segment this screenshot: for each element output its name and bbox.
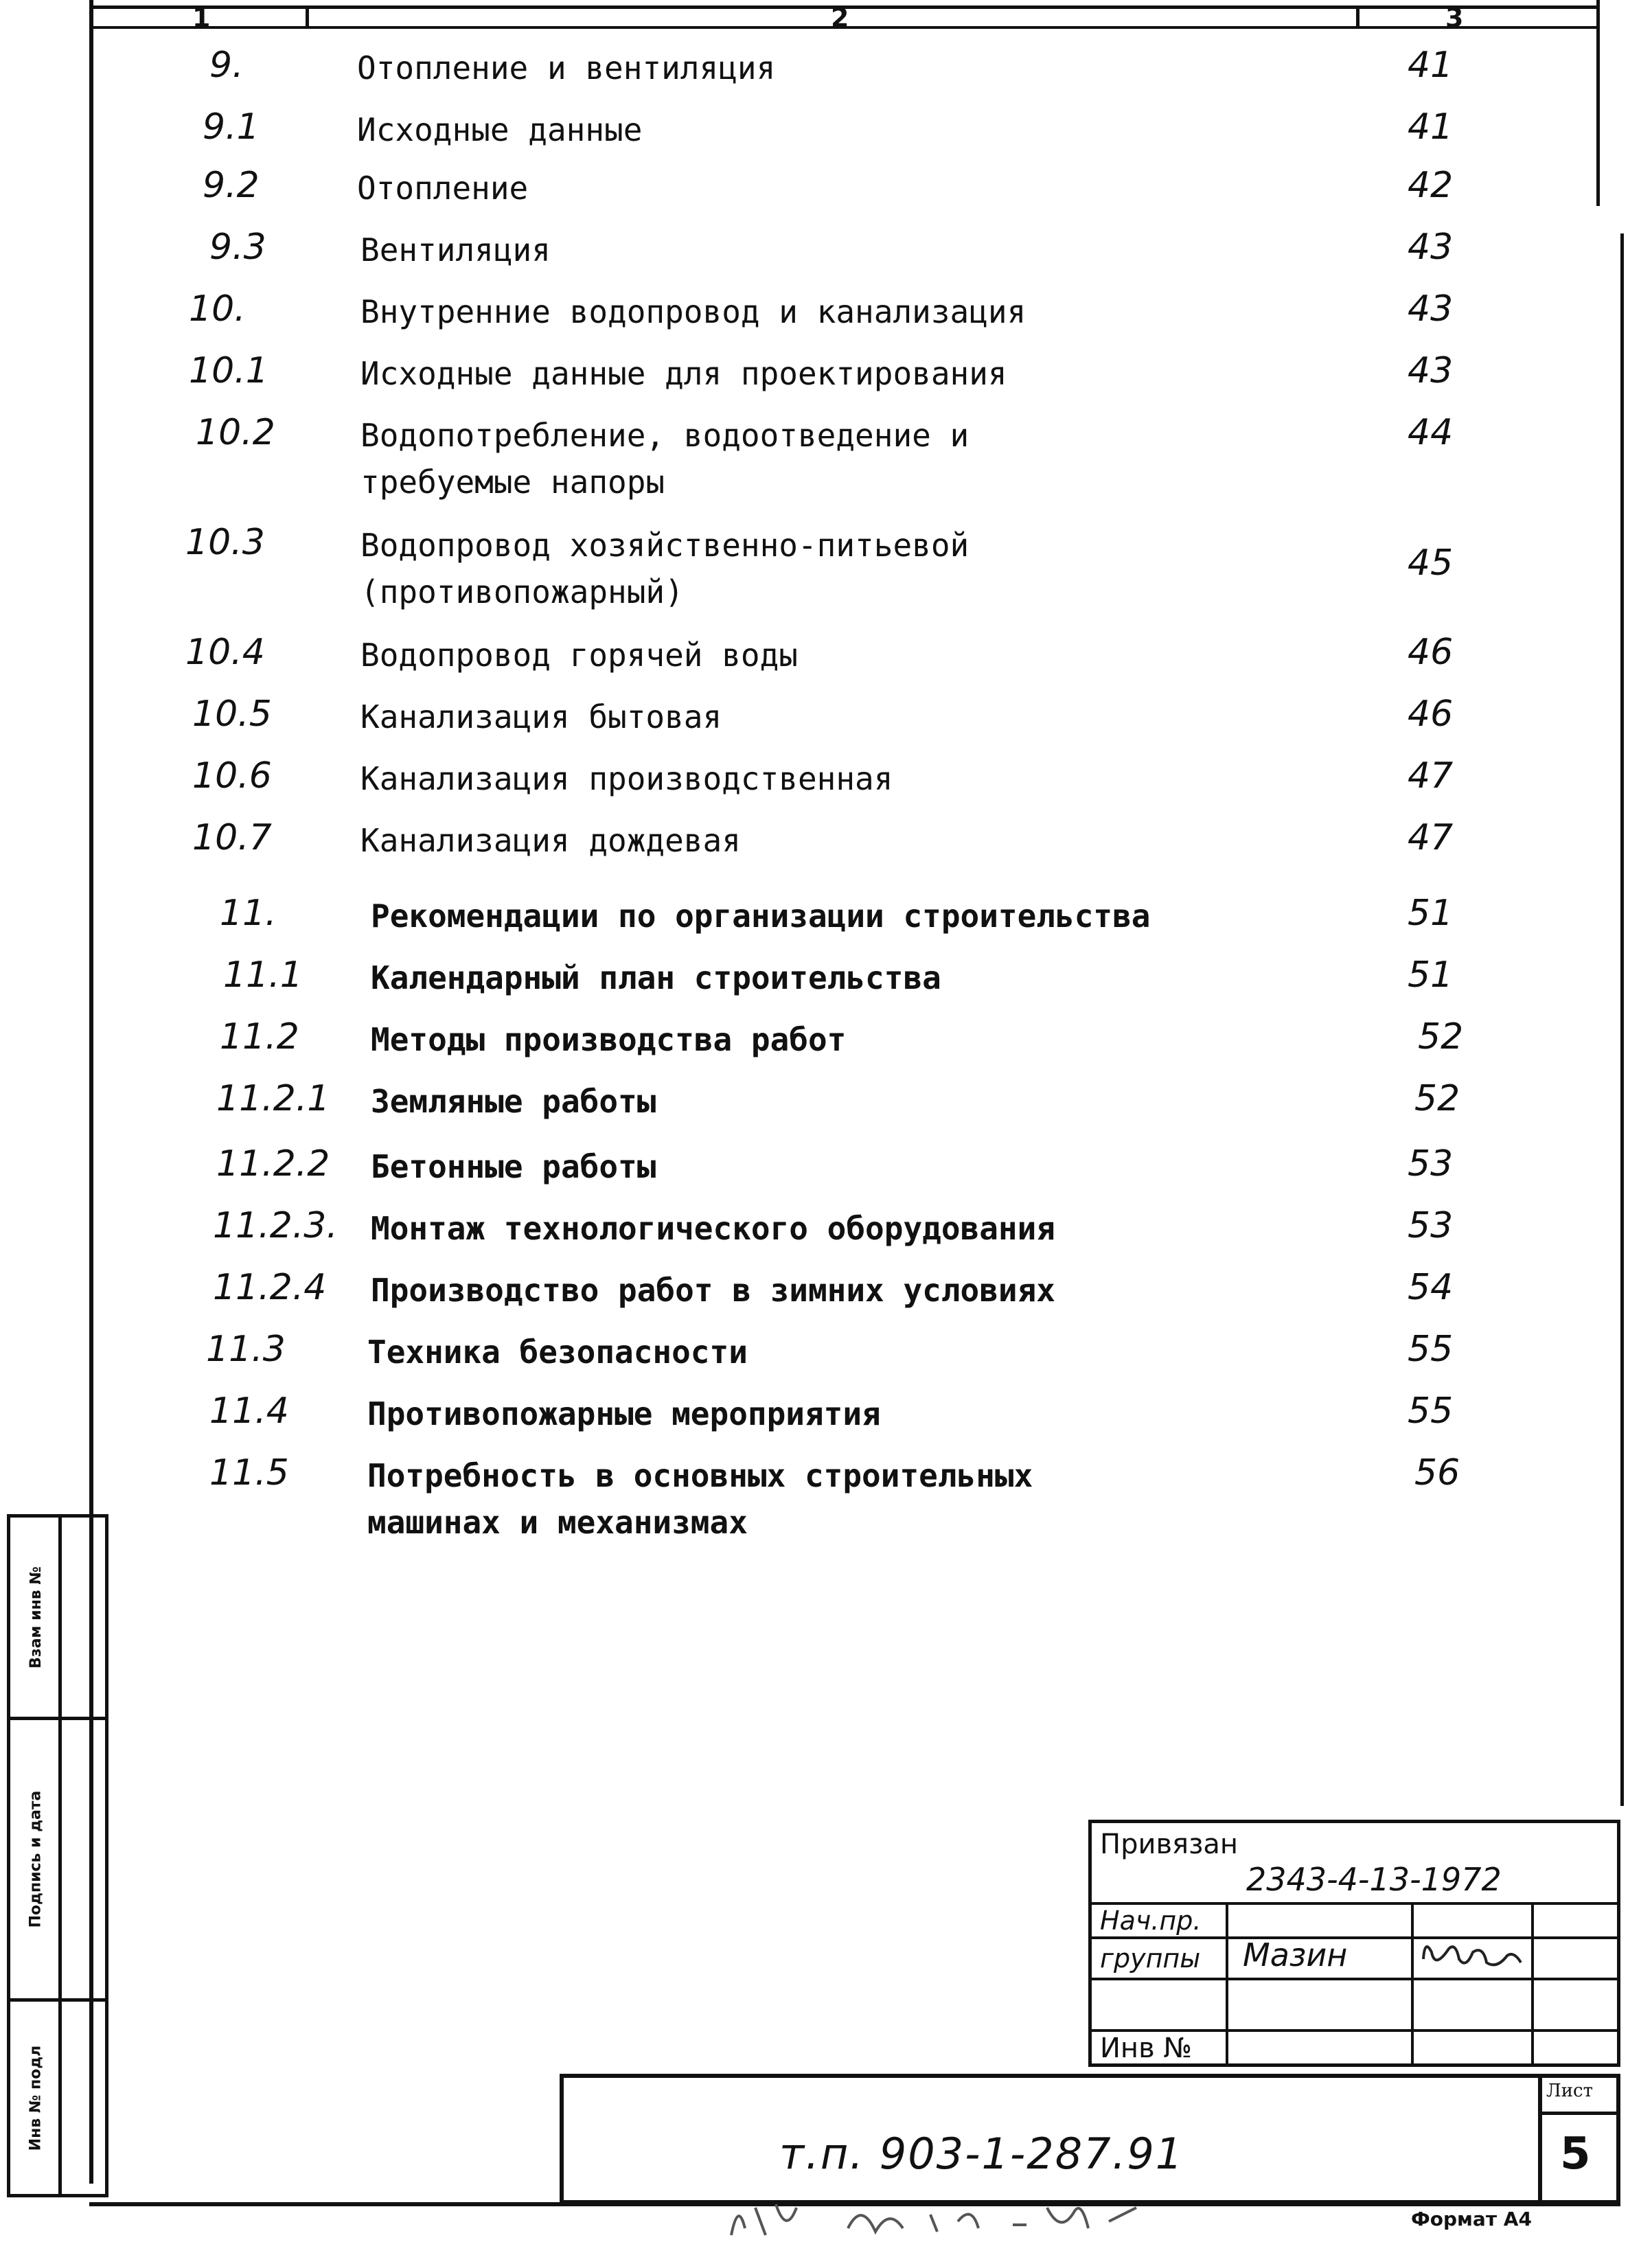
- entry-page: 51: [1408, 893, 1454, 934]
- entry-page: 43: [1408, 350, 1454, 391]
- entry-title: Бетонные работы: [371, 1148, 656, 1185]
- entry-title: Водопровод хозяйственно-питьевой (противопожарный): [360, 527, 970, 610]
- entry-page: 52: [1414, 1078, 1460, 1119]
- entry-page: 45: [1408, 542, 1454, 584]
- entry-title: Исходные данные для проектирования: [360, 355, 1007, 392]
- entry-page: 46: [1408, 632, 1454, 673]
- entry-title: Водопровод горячей воды: [360, 637, 798, 674]
- entry-page: 43: [1408, 227, 1454, 268]
- entry-title: Потребность в основных строительных машинах и механизмах: [367, 1457, 1033, 1541]
- column-header-3: 3: [1445, 3, 1464, 33]
- entry-page: 54: [1408, 1267, 1454, 1308]
- entry-page: 47: [1408, 817, 1454, 858]
- binding-row-line: [1092, 1936, 1617, 1939]
- frame-right-line: [1620, 233, 1624, 1806]
- signature-icon: [1418, 1932, 1528, 1980]
- binding-block: [1088, 1820, 1620, 2067]
- entry-page: 51: [1408, 954, 1454, 996]
- entry-page: 46: [1408, 694, 1454, 735]
- binding-col-line: [1531, 1902, 1534, 2067]
- entry-title: Техника безопасности: [367, 1334, 748, 1371]
- sheet-separator: [1538, 2112, 1620, 2115]
- entry-number: 11.2.4: [213, 1267, 327, 1308]
- entry-number: 11.5: [209, 1452, 289, 1494]
- binding-row-line: [1092, 1902, 1617, 1905]
- entry-title: Исходные данные: [357, 111, 643, 148]
- entry-title: Водопотребление, водоотведение и требуемые напоры: [360, 417, 970, 501]
- bound-label: Привязан: [1100, 1829, 1239, 1860]
- entry-title: Календарный план строительства: [371, 959, 941, 996]
- entry-number: 10.: [189, 288, 246, 330]
- binding-col-line: [1411, 1902, 1414, 2067]
- entry-number: 11.4: [209, 1391, 289, 1432]
- entry-number: 10.2: [196, 412, 275, 453]
- entry-title: Рекомендации по организации строительства: [371, 897, 1151, 935]
- bound-number: 2343-4-13-1972: [1246, 1861, 1502, 1898]
- entry-number: 11.2.2: [216, 1143, 330, 1185]
- entry-page: 42: [1408, 165, 1454, 206]
- entry-number: 10.7: [192, 817, 272, 858]
- sheet-number: 5: [1560, 2129, 1591, 2180]
- handwritten-note-icon: [724, 2194, 1164, 2242]
- frame-right-top-line: [1596, 0, 1600, 206]
- entry-number: 9.2: [203, 165, 260, 206]
- entry-number: 11.: [220, 893, 277, 934]
- document-code: т.п. 903-1-287.91: [779, 2129, 1184, 2179]
- entry-title: Вентиляция: [360, 231, 551, 268]
- entry-title: Противопожарные мероприятия: [367, 1395, 881, 1432]
- entry-title: Канализация дождевая: [360, 822, 741, 859]
- entry-page: 43: [1408, 288, 1454, 330]
- entry-title: Монтаж технологического оборудования: [371, 1210, 1055, 1247]
- entry-number: 10.5: [192, 694, 272, 735]
- entry-page: 56: [1414, 1452, 1460, 1494]
- entry-number: 11.2: [220, 1016, 299, 1057]
- inventory-label: Инв №: [1100, 2033, 1192, 2064]
- head-label-2: группы: [1100, 1943, 1201, 1974]
- entry-page: 55: [1408, 1329, 1454, 1370]
- entry-title: Внутренние водопровод и канализация: [360, 293, 1026, 330]
- entry-title: Канализация бытовая: [360, 698, 722, 735]
- entry-page: 41: [1408, 45, 1454, 86]
- entry-title: Методы производства работ: [371, 1021, 847, 1058]
- entry-number: 10.4: [185, 632, 265, 673]
- sheet-label: Лист: [1546, 2081, 1593, 2101]
- entry-number: 9.1: [203, 106, 260, 148]
- entry-number: 11.1: [223, 954, 303, 996]
- format-label: Формат А4: [1411, 2208, 1532, 2230]
- entry-title: Канализация производственная: [360, 760, 893, 797]
- entry-title: Земляные работы: [371, 1083, 656, 1120]
- column-header-2: 2: [831, 3, 849, 33]
- head-label-1: Нач.пр.: [1100, 1906, 1202, 1936]
- binding-col-line: [1226, 1902, 1228, 2067]
- original-inventory-label: Инв № подл: [27, 2045, 45, 2151]
- entry-page: 55: [1408, 1391, 1454, 1432]
- column-header-1: 1: [192, 3, 211, 33]
- entry-page: 53: [1408, 1205, 1454, 1246]
- entry-number: 11.2.3.: [213, 1205, 338, 1246]
- entry-title: Производство работ в зимних условиях: [371, 1272, 1055, 1309]
- entry-number: 10.6: [192, 755, 272, 797]
- entry-title: Отопление: [357, 170, 529, 207]
- entry-number: 10.3: [185, 522, 265, 563]
- entry-page: 44: [1408, 412, 1454, 453]
- head-name: Мазин: [1243, 1936, 1348, 1974]
- entry-page: 52: [1418, 1016, 1464, 1057]
- column-divider-2: [1356, 5, 1360, 29]
- stamp-divider: [58, 1518, 62, 2194]
- entry-number: 10.1: [189, 350, 268, 391]
- entry-page: 53: [1408, 1143, 1454, 1185]
- entry-page: 41: [1408, 106, 1454, 148]
- approval-stamp-column: [7, 1514, 108, 2197]
- binding-row-line: [1092, 1978, 1617, 1980]
- entry-number: 9.: [209, 45, 244, 86]
- column-divider-1: [306, 5, 309, 29]
- binding-row-line: [1092, 2029, 1617, 2032]
- replacement-inventory-label: Взам инв №: [27, 1566, 45, 1669]
- signature-date-label: Подпись и дата: [27, 1790, 45, 1928]
- entry-number: 11.3: [206, 1329, 286, 1370]
- entry-page: 47: [1408, 755, 1454, 797]
- entry-title: Отопление и вентиляция: [357, 49, 776, 87]
- entry-number: 11.2.1: [216, 1078, 330, 1119]
- entry-number: 9.3: [209, 227, 266, 268]
